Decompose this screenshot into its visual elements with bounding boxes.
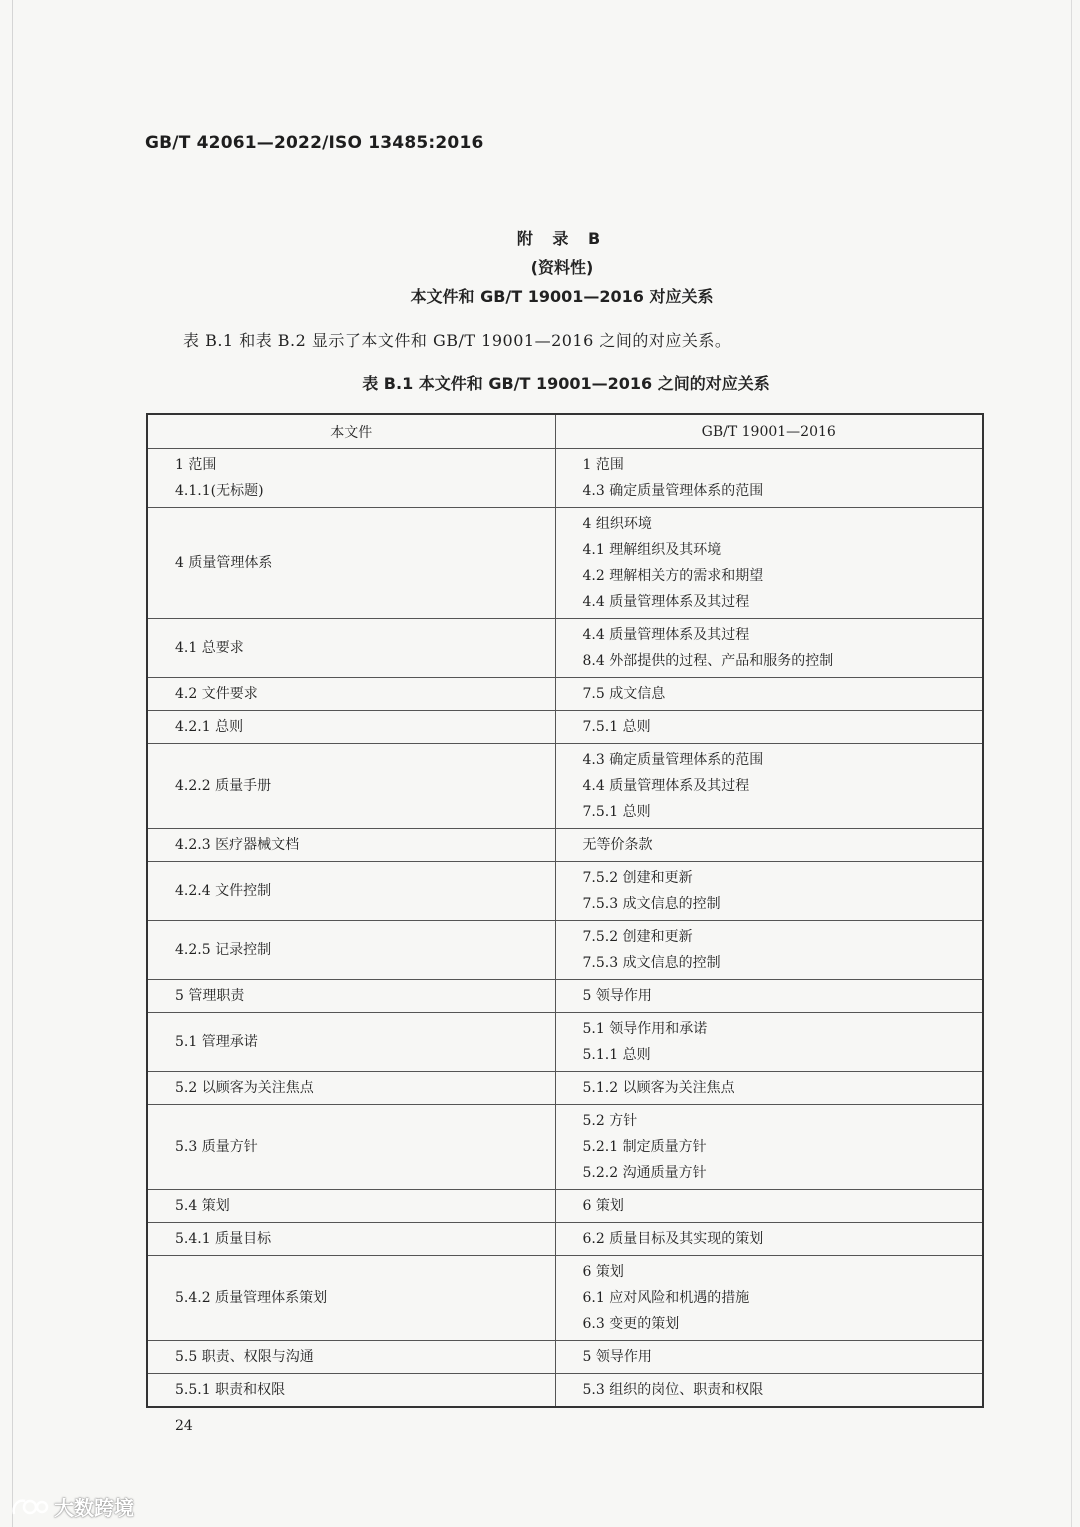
clause-text: 5.2.2 沟通质量方针	[582, 1165, 707, 1181]
clause-text: 4.1.1(无标题)	[175, 483, 264, 499]
gbt-19001-clause-cell	[555, 829, 983, 862]
table-body	[147, 449, 983, 1408]
clause-text: 4.2.2 质量手册	[175, 778, 272, 794]
clause-text: 6.2 质量目标及其实现的策划	[582, 1231, 764, 1247]
clause-text: 7.5.3 成文信息的控制	[582, 896, 721, 912]
clause-text: 4.4 质量管理体系及其过程	[582, 778, 750, 794]
table-row	[147, 1072, 983, 1105]
table-row	[147, 711, 983, 744]
clause-text: 5 领导作用	[582, 1349, 652, 1365]
clause-text: 4 组织环境	[582, 516, 652, 532]
table-row	[147, 1013, 983, 1072]
this-document-clause-cell	[147, 678, 555, 711]
clause-text: 4.3 确定质量管理体系的范围	[582, 752, 764, 768]
this-document-clause-cell	[147, 619, 555, 678]
clause-text: 4.1 总要求	[175, 640, 244, 656]
appendix-title: 附 录 B	[516, 229, 608, 248]
clause-text: 5.4.1 质量目标	[175, 1231, 272, 1247]
clause-text: 1 范围	[175, 457, 217, 473]
clause-text: 5.2 以顾客为关注焦点	[175, 1080, 314, 1096]
clause-text: 1 范围	[582, 457, 624, 473]
clause-text: 5.1 管理承诺	[175, 1034, 258, 1050]
table-caption: 表 B.1 本文件和 GB/T 19001—2016 之间的对应关系	[362, 374, 770, 393]
clause-text: 7.5.1 总则	[582, 804, 651, 820]
clause-text: 5.3 组织的岗位、职责和权限	[582, 1382, 764, 1398]
clause-text: 4.1 理解组织及其环境	[582, 542, 722, 558]
gbt-19001-clause-cell	[555, 619, 983, 678]
clause-text: 7.5.3 成文信息的控制	[582, 955, 721, 971]
table-row	[147, 1256, 983, 1341]
clause-text: 8.4 外部提供的过程、产品和服务的控制	[582, 653, 834, 669]
gbt-19001-clause-cell	[555, 744, 983, 829]
table-row	[147, 619, 983, 678]
clause-text: 5.3 质量方针	[175, 1139, 258, 1155]
appendix-heading: 本文件和 GB/T 19001—2016 对应关系	[410, 287, 714, 306]
table-row	[147, 744, 983, 829]
gbt-19001-clause-cell	[555, 449, 983, 508]
gbt-19001-clause-cell	[555, 862, 983, 921]
column-header-this-document: 本文件	[147, 414, 555, 449]
clause-text: 7.5 成文信息	[582, 686, 666, 702]
gbt-19001-clause-cell	[555, 921, 983, 980]
this-document-clause-cell	[147, 862, 555, 921]
appendix-nature: (资料性)	[530, 258, 594, 277]
gbt-19001-clause-cell	[555, 1341, 983, 1374]
clause-text: 4.2 文件要求	[175, 686, 258, 702]
this-document-clause-cell	[147, 1013, 555, 1072]
column-header-gbt-19001: GB/T 19001—2016	[555, 414, 983, 449]
this-document-clause-cell	[147, 711, 555, 744]
table-row	[147, 921, 983, 980]
this-document-clause-cell	[147, 1256, 555, 1341]
table-row	[147, 980, 983, 1013]
this-document-clause-cell	[147, 449, 555, 508]
clause-text: 5.5.1 职责和权限	[175, 1382, 286, 1398]
clause-text: 5.5 职责、权限与沟通	[175, 1349, 314, 1365]
intro-paragraph: 表 B.1 和表 B.2 显示了本文件和 GB/T 19001—2016 之间的对应关系。	[183, 331, 732, 350]
watermark-text: 大数跨境	[54, 1496, 134, 1520]
table-row	[147, 508, 983, 619]
clause-text: 5.2 方针	[582, 1113, 638, 1129]
gbt-19001-clause-cell	[555, 508, 983, 619]
clause-text: 4.2.4 文件控制	[175, 883, 272, 899]
gbt-19001-clause-cell	[555, 980, 983, 1013]
correspondence-table	[146, 413, 984, 1408]
this-document-clause-cell	[147, 921, 555, 980]
clause-text: 4.4 质量管理体系及其过程	[582, 627, 750, 643]
clause-text: 5.1.1 总则	[582, 1047, 651, 1063]
gbt-19001-clause-cell	[555, 678, 983, 711]
this-document-clause-cell	[147, 508, 555, 619]
clause-text: 6 策划	[582, 1198, 624, 1214]
table-row	[147, 1223, 983, 1256]
this-document-clause-cell	[147, 1105, 555, 1190]
table-row	[147, 1341, 983, 1374]
table-row	[147, 862, 983, 921]
gbt-19001-clause-cell	[555, 1223, 983, 1256]
gbt-19001-clause-cell	[555, 1105, 983, 1190]
clause-text: 7.5.2 创建和更新	[582, 929, 693, 945]
this-document-clause-cell	[147, 1190, 555, 1223]
gbt-19001-clause-cell	[555, 1190, 983, 1223]
table-row	[147, 678, 983, 711]
gbt-19001-clause-cell	[555, 1072, 983, 1105]
clause-text: 5 领导作用	[582, 988, 652, 1004]
table-row	[147, 829, 983, 862]
table-row	[147, 1105, 983, 1190]
clause-text: 7.5.2 创建和更新	[582, 870, 693, 886]
gbt-19001-clause-cell	[555, 711, 983, 744]
clause-text: 4.2.5 记录控制	[175, 942, 272, 958]
document-code-header: GB/T 42061—2022/ISO 13485:2016	[145, 133, 484, 153]
clause-text: 5.2.1 制定质量方针	[582, 1139, 707, 1155]
clause-text: 5 管理职责	[175, 988, 245, 1004]
this-document-clause-cell	[147, 1341, 555, 1374]
this-document-clause-cell	[147, 1072, 555, 1105]
clause-text: 无等价条款	[582, 837, 653, 853]
table-row	[147, 1374, 983, 1408]
clause-text: 5.4.2 质量管理体系策划	[175, 1290, 328, 1306]
gbt-19001-clause-cell	[555, 1256, 983, 1341]
clause-text: 5.4 策划	[175, 1198, 230, 1214]
clause-text: 6 策划	[582, 1264, 624, 1280]
table-header-row	[147, 414, 983, 449]
this-document-clause-cell	[147, 744, 555, 829]
this-document-clause-cell	[147, 980, 555, 1013]
clause-text: 4.2.1 总则	[175, 719, 244, 735]
this-document-clause-cell	[147, 829, 555, 862]
page-number: 24	[175, 1418, 193, 1434]
clause-text: 5.1.2 以顾客为关注焦点	[582, 1080, 735, 1096]
clause-text: 7.5.1 总则	[582, 719, 651, 735]
clause-text: 4.3 确定质量管理体系的范围	[582, 483, 764, 499]
clause-text: 4.2.3 医疗器械文档	[175, 837, 300, 853]
clause-text: 6.3 变更的策划	[582, 1316, 680, 1332]
table-row	[147, 449, 983, 508]
clause-text: 6.1 应对风险和机遇的措施	[582, 1290, 750, 1306]
gbt-19001-clause-cell	[555, 1374, 983, 1408]
gbt-19001-clause-cell	[555, 1013, 983, 1072]
table-row	[147, 1190, 983, 1223]
watermark	[10, 1492, 134, 1521]
this-document-clause-cell	[147, 1374, 555, 1408]
this-document-clause-cell	[147, 1223, 555, 1256]
watermark-logo-icon	[10, 1496, 50, 1518]
clause-text: 5.1 领导作用和承诺	[582, 1021, 708, 1037]
clause-text: 4 质量管理体系	[175, 555, 273, 571]
clause-text: 4.2 理解相关方的需求和期望	[582, 568, 764, 584]
clause-text: 4.4 质量管理体系及其过程	[582, 594, 750, 610]
